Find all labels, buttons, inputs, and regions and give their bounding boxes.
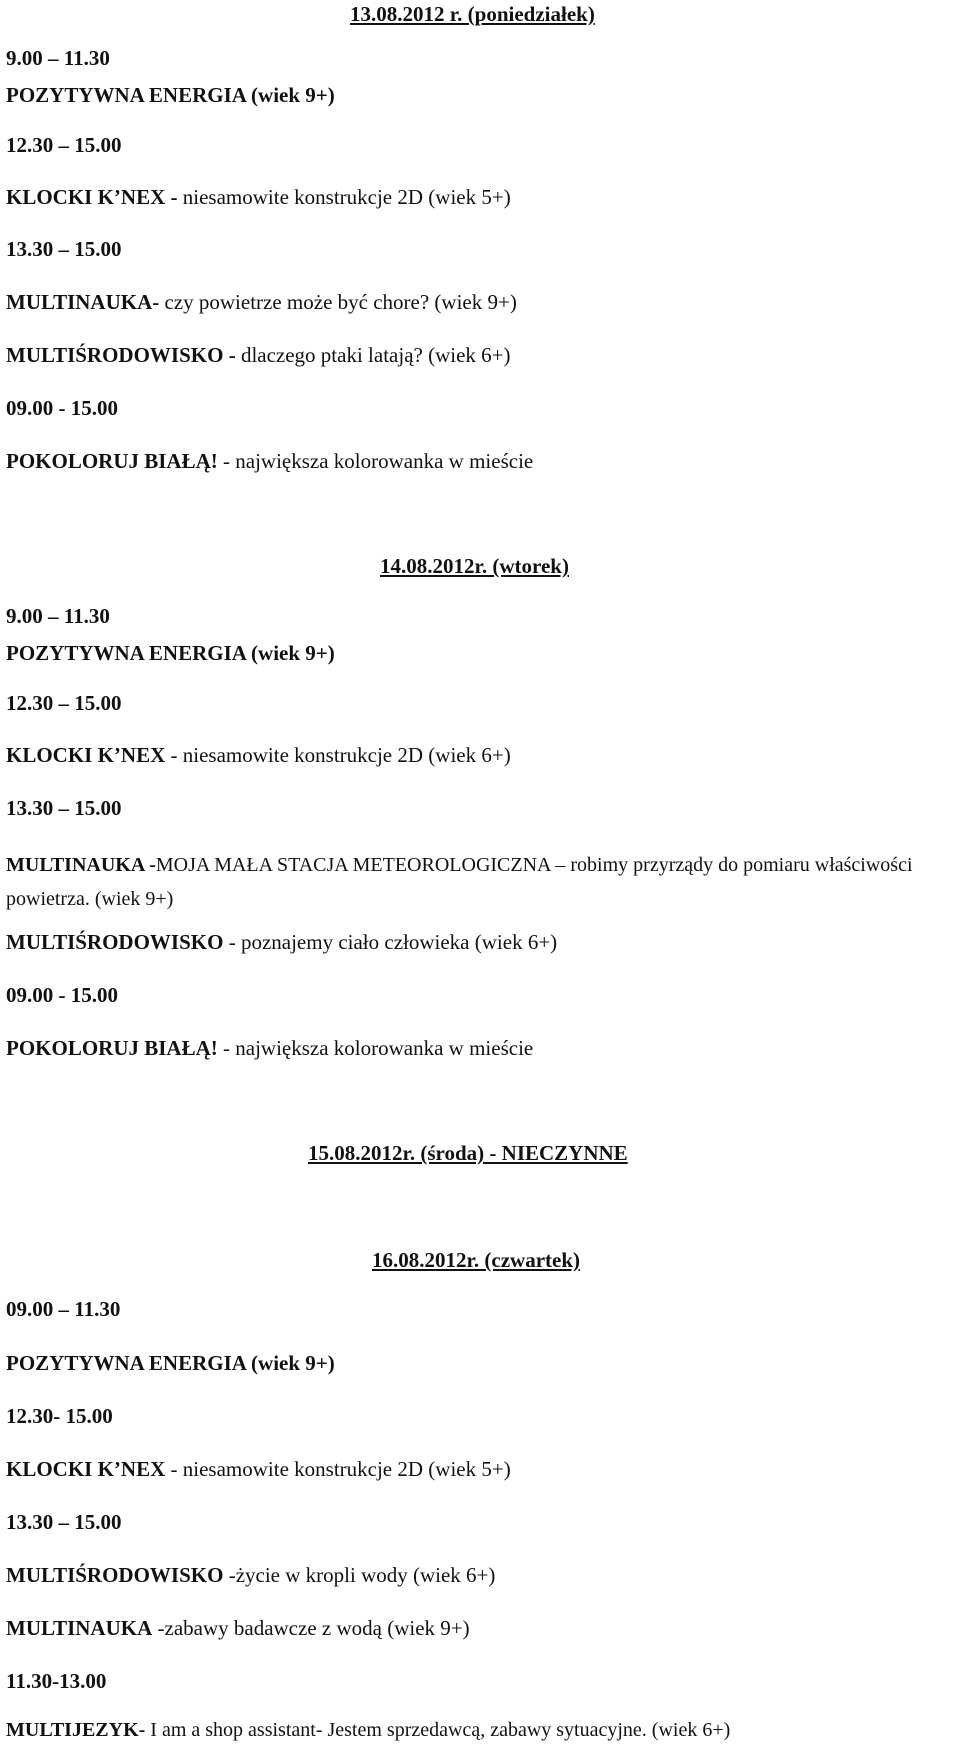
event-desc: - największa kolorowanka w mieście [217, 1036, 534, 1060]
day1-time-3: 13.30 – 15.00 [6, 237, 122, 261]
day4-time-1: 09.00 – 11.30 [6, 1297, 121, 1321]
day2-time-3: 13.30 – 15.00 [6, 796, 122, 820]
day2-time-1: 9.00 – 11.30 [6, 604, 110, 628]
event-title: MULTINAUKA [6, 1616, 153, 1640]
day2-event-3 [6, 848, 956, 916]
day1-event-1: POZYTYWNA ENERGIA (wiek 9+) [6, 83, 335, 107]
event-desc: dlaczego ptaki latają? (wiek 6+) [235, 343, 511, 367]
day1-event-4 [6, 343, 510, 367]
day2-event-5 [6, 1036, 533, 1060]
day1-event-2 [6, 185, 511, 209]
event-title: MULTIŚRODOWISKO [6, 930, 224, 954]
day4-time-2: 12.30- 15.00 [6, 1404, 113, 1428]
event-desc: - niesamowite konstrukcje 2D (wiek 6+) [165, 743, 511, 767]
day4-time-4: 11.30-13.00 [6, 1669, 107, 1693]
event-title: MULTIŚRODOWISKO - [6, 343, 236, 367]
event-desc: MOJA MAŁA STACJA METEOROLOGICZNA – robimy przyrządy do pomiaru właściwości powietrza. (wiek 9+) [6, 854, 913, 910]
event-title: MULTIJEZYK- [6, 1719, 146, 1741]
event-title: MULTINAUKA - [6, 854, 156, 876]
day2-time-2: 12.30 – 15.00 [6, 691, 122, 715]
day1-time-4: 09.00 - 15.00 [6, 396, 118, 420]
event-title: MULTIŚRODOWISKO [6, 1563, 224, 1587]
day2-time-4: 09.00 - 15.00 [6, 983, 118, 1007]
event-desc: - największa kolorowanka w mieście [217, 449, 534, 473]
event-title: KLOCKI K’NEX [6, 743, 166, 767]
event-title: POKOLORUJ BIAŁĄ! [6, 1036, 218, 1060]
day1-event-5 [6, 449, 533, 473]
event-desc: - poznajemy ciało człowieka (wiek 6+) [223, 930, 558, 954]
day1-time-1: 9.00 – 11.30 [6, 46, 110, 70]
event-desc: I am a shop assistant- Jestem sprzedawcą, zabawy sytuacyjne. (wiek 6+) [145, 1719, 731, 1741]
day4-event-3 [6, 1563, 495, 1587]
event-desc: czy powietrze może być chore? (wiek 9+) [159, 290, 517, 314]
day4-event-4 [6, 1616, 470, 1640]
day1-event-3 [6, 290, 517, 314]
day4-date-heading: 16.08.2012r. (czwartek) [372, 1248, 581, 1272]
event-title: KLOCKI K’NEX [6, 1457, 166, 1481]
event-desc: - niesamowite konstrukcje 2D (wiek 5+) [165, 1457, 511, 1481]
day4-event-2 [6, 1457, 511, 1481]
day2-date-heading: 14.08.2012r. (wtorek) [380, 554, 569, 578]
day2-event-1: POZYTYWNA ENERGIA (wiek 9+) [6, 641, 335, 665]
event-title: KLOCKI K’NEX - [6, 185, 178, 209]
day1-date-heading: 13.08.2012 r. (poniedziałek) [350, 2, 595, 26]
event-desc: niesamowite konstrukcje 2D (wiek 5+) [177, 185, 511, 209]
day2-event-4 [6, 930, 557, 954]
day1-time-2: 12.30 – 15.00 [6, 133, 122, 157]
day3-date-heading: 15.08.2012r. (środa) - NIECZYNNE [308, 1141, 628, 1165]
day4-event-5 [6, 1719, 730, 1742]
day4-event-1: POZYTYWNA ENERGIA (wiek 9+) [6, 1351, 335, 1375]
event-title: POKOLORUJ BIAŁĄ! [6, 449, 218, 473]
event-title: MULTINAUKA- [6, 290, 160, 314]
day4-time-3: 13.30 – 15.00 [6, 1510, 122, 1534]
event-desc: -życie w kropli wody (wiek 6+) [223, 1563, 496, 1587]
event-desc: -zabawy badawcze z wodą (wiek 9+) [152, 1616, 470, 1640]
day2-event-2 [6, 743, 511, 767]
